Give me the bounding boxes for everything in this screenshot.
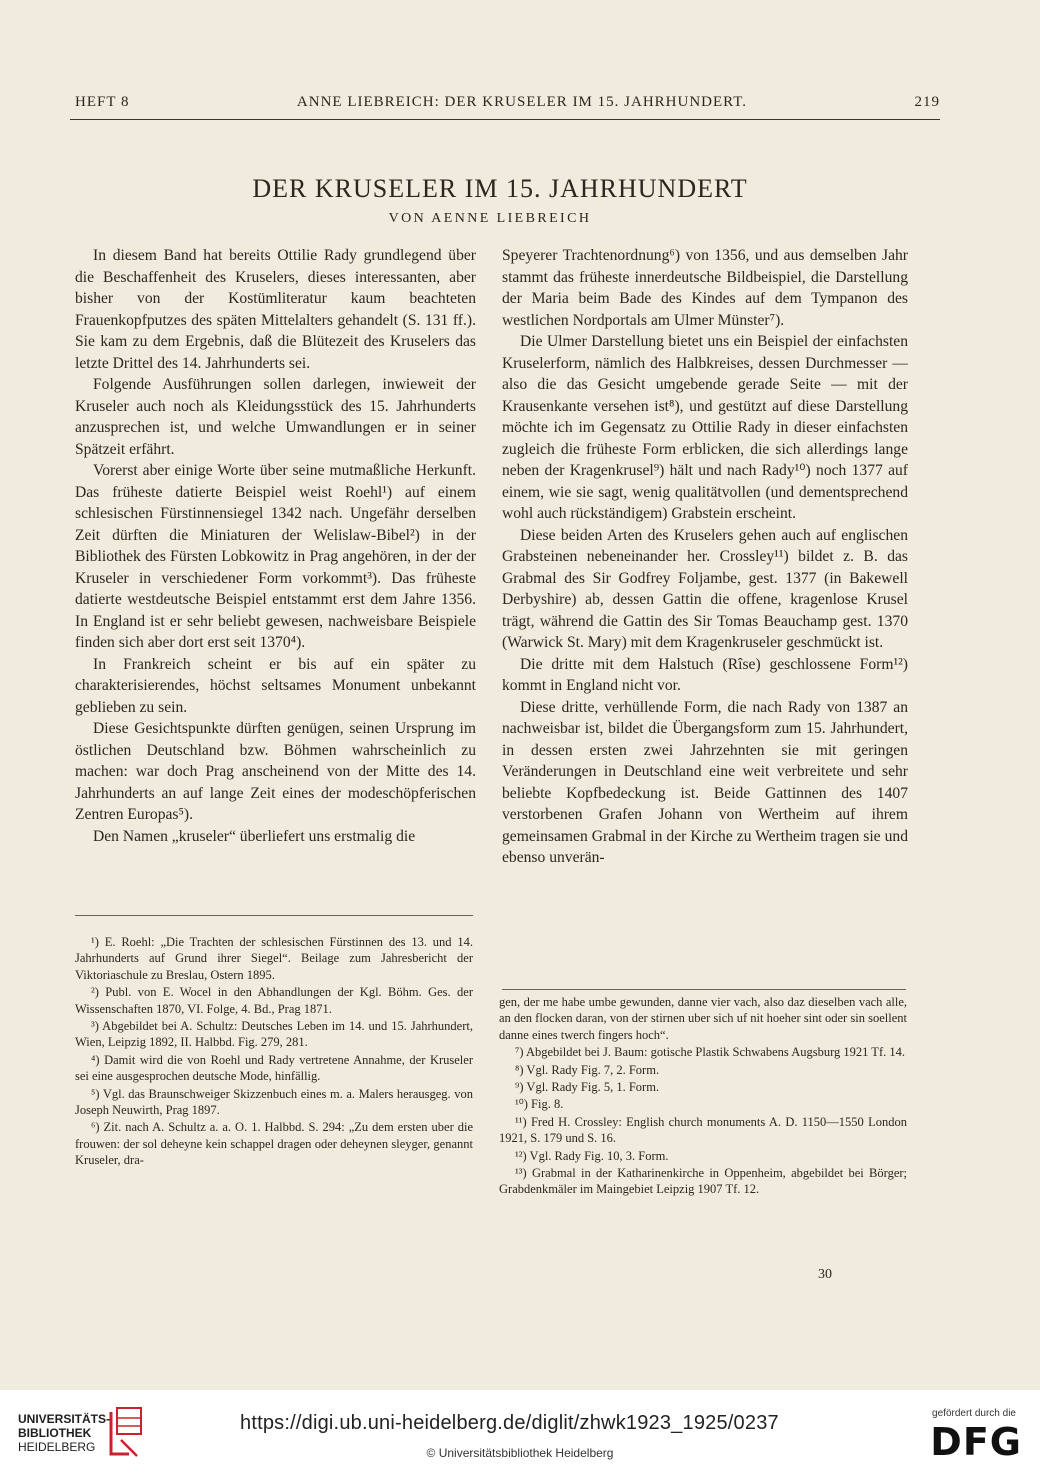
footnote: ⁹) Vgl. Rady Fig. 5, 1. Form. — [515, 1080, 660, 1095]
copyright-notice: © Universitätsbibliothek Heidelberg — [426, 1446, 614, 1460]
footnote: ⁷) Abgebildet bei J. Baum: gotische Plastik Schwabens Augsburg 1921 Tf. 14. — [515, 1045, 905, 1060]
paragraph: Die Ulmer Darstellung bietet uns ein Beispiel der einfachsten Kruselerform, nämlich des Halbkreises, dessen Durchmesser — also die das Gesicht umgebende gerade Seite — mit der Krausenkante versehen ist⁸), und gestützt auf diese Darstellung möchte ich im Gegensatz zu Ottilie Rady in dieser einfachsten zugleich die früheste Form erblicken, die sich allerdings lange neben der Kragenkrusel⁹) hält und nach Rady¹⁰) noch 1377 auf einem, wie sie sagt, wenig qualitätvollen (und dementsprechend wohl auch rückständigem) Grabstein erscheint. — [502, 333, 908, 522]
footnote: ¹⁰) Fig. 8. — [515, 1097, 564, 1112]
paragraph: Diese Gesichtspunkte dürften genügen, seinen Ursprung im östlichen Deutschland bzw. Böhmen wahrscheinlich zu machen: war doch Prag anscheinend von der Mitte des 14. Jahrhunderts an auf lange Zeit eines der modeschöpferischen Zentren Europas⁵). — [75, 720, 476, 823]
viewer-footer — [0, 1390, 1040, 1474]
paragraph: Diese dritte, verhüllende Form, die nach Rady von 1387 an nachweisbar ist, bildet die Übergangsform zum 15. Jahrhundert, in dessen ersten zwei Jahrzehnten sie mit geringen Veränderungen in Deutschland eine weit verbreitete und sehr beliebte Kopfbedeckung ist. Beide Gattinnen des 1407 verstorbenen Grafen Johann von Wertheim auf ihrem gemeinsamen Grabmal in der Kirche zu Wertheim tragen sie und ebenso unverän- — [502, 698, 908, 866]
running-title: ANNE LIEBREICH: DER KRUSELER IM 15. JAHRHUNDERT. — [296, 94, 748, 110]
paragraph: In Frankreich scheint er bis auf ein später zu charakterisierendes, höchst seltsames Monument unbekannt geblieben zu sein. — [75, 655, 476, 716]
footnote: ¹³) Grabmal in der Katharinenkirche in Oppenheim, abgebildet bei Börger; Grabdenkmäler im Maingebiet Leipzig 1907 Tf. 12. — [499, 1166, 907, 1197]
paragraph: In diesem Band hat bereits Ottilie Rady grundlegend über die Beschaffenheit des Kruselers, dieses interessanten, aber bisher von der Kostümliteratur kaum beachteten Frauenkopfputzes des späten Mittelalters gehandelt (S. 131 ff.). Sie kam zu dem Ergebnis, daß die Blütezeit des Kruselers das letzte Drittel des 14. Jahrhunderts sei. — [75, 247, 476, 372]
signature-mark: 30 — [818, 1267, 832, 1282]
right-column-body — [502, 245, 908, 869]
right-footnotes — [499, 994, 907, 1199]
paragraph: Vorerst aber einige Worte über seine mutmaßliche Herkunft. Das früheste datierte Beispiel weist Roehl¹) auf einem schlesischen Fürstinnensiegel 1342 nach. Ungefähr derselben Zeit dürften die Miniaturen der Welislaw-Bibel²) in der Bibliothek des Fürsten Lobkowitz in Prag angehören, in der der Kruseler in verschiedener Form vorkommt³). Das früheste datierte westdeutsche Beispiel entstammt erst dem Jahre 1356. In England ist er sehr beliebt gewesen, nachweisbare Beispiele finden sich aber dort erst seit 1370⁴). — [75, 462, 476, 651]
footnote: ³) Abgebildet bei A. Schultz: Deutsches Leben im 14. und 15. Jahrhundert, Wien, Leipzig 1892, II. Halbbd. Fig. 279, 281. — [75, 1019, 473, 1050]
paragraph: Diese beiden Arten des Kruselers gehen auch auf englischen Grabsteinen nebeneinander her. Crossley¹¹) bildet z. B. das Grabmal des Sir Godfrey Foljambe, gest. 1377 (in Bakewell Derbyshire) ab, dessen Gattin die offene, kragenlose Krusel trägt, während die Gattin des Sir Tomas Beauchamp gest. 1370 (Warwick St. Mary) mit dem Kragenkruseler geschmückt ist. — [502, 526, 908, 651]
library-name-line: HEIDELBERG — [18, 1440, 96, 1454]
footnote: ²) Publ. von E. Wocel in den Abhandlungen der Kgl. Böhm. Ges. der Wissenschaften 1870, VI. Folge, 4. Bd., Prag 1871. — [75, 985, 473, 1016]
page-number: 219 — [914, 94, 940, 110]
paragraph: Den Namen „kruseler“ überliefert uns erstmalig die — [93, 827, 416, 845]
library-name-line: UNIVERSITÄTS- — [18, 1412, 111, 1426]
left-column-body — [75, 245, 476, 847]
permalink-url[interactable]: https://digi.ub.uni-heidelberg.de/diglit/zhwk1923_1925/0237 — [240, 1412, 779, 1434]
issue-label: HEFT 8 — [75, 94, 130, 110]
footnote: ¹¹) Fred H. Crossley: English church monuments A. D. 1150—1550 London 1921, S. 179 und S. 16. — [499, 1114, 907, 1146]
footnote: ⁶) Zit. nach A. Schultz a. a. O. 1. Halbbd. S. 294: „Zu dem ersten uber die frouwen: der sol deheyne kein schappel dragen oder deheynen sleyger, genannt Kruseler, dra- — [75, 1120, 473, 1168]
running-head — [75, 94, 940, 111]
header-rule — [70, 119, 940, 120]
footnote-rule — [502, 989, 906, 990]
left-footnotes — [75, 934, 473, 1170]
footnote: ¹) E. Roehl: „Die Trachten der schlesischen Fürstinnen des 13. und 14. Jahrhunderts auf Grund ihrer Siegel“. Beilage zum Jahresbericht der Viktoriaschule zu Breslau, Ostern 1895. — [75, 935, 473, 982]
footnote: ⁵) Vgl. das Braunschweiger Skizzenbuch eines m. a. Malers herausgeg. von Joseph Neuwirth, Prag 1897. — [75, 1086, 473, 1118]
library-name-line: BIBLIOTHEK — [18, 1426, 92, 1440]
footnote-continuation: gen, der me habe umbe gewunden, danne vier vach, also daz dieselben vach alle, an den flocken daran, von der stirnen uber sich uf nit hoeher sint oder sin soellent danne eines twerch fingers hoch“. — [499, 995, 907, 1042]
paragraph: Die dritte mit dem Halstuch (Rîse) geschlossene Form¹²) kommt in England nicht vor. — [502, 655, 908, 694]
paragraph: Folgende Ausführungen sollen darlegen, inwieweit der Kruseler auch noch als Kleidungsstück des 15. Jahrhunderts anzusprechen ist, und welche Umwandlungen er in seiner Spätzeit erfährt. — [75, 376, 476, 458]
funding-label: gefördert durch die — [932, 1408, 1016, 1419]
footnote: ⁸) Vgl. Rady Fig. 7, 2. Form. — [515, 1062, 660, 1077]
dfg-logo[interactable]: DFG — [930, 1420, 1022, 1464]
footnote: ⁴) Damit wird die von Roehl und Rady vertretene Annahme, der Kruseler sei eine ausgesprochen deutsche Mode, hinfällig. — [75, 1052, 473, 1084]
paragraph: Speyerer Trachtenordnung⁶) von 1356, und aus demselben Jahr stammt das früheste innerdeutsche Bildbeispiel, die Darstellung der Maria beim Bade des Kindes auf dem Tympanon des westlichen Nordportals am Ulmer Münster⁷). — [502, 247, 908, 329]
footnote-rule — [75, 915, 473, 916]
footnote: ¹²) Vgl. Rady Fig. 10, 3. Form. — [515, 1148, 669, 1163]
article-byline: VON AENNE LIEBREICH — [388, 211, 592, 226]
article-title: DER KRUSELER IM 15. JAHRHUNDERT — [252, 174, 748, 203]
